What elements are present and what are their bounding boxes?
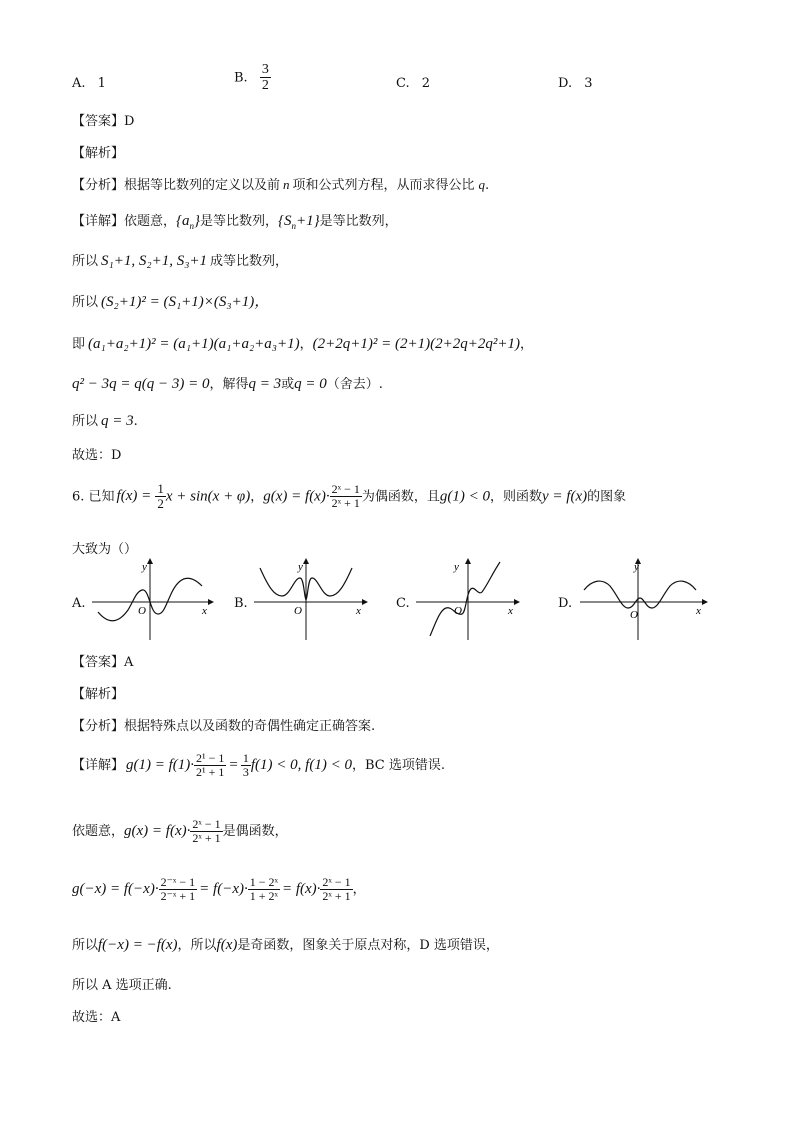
- fenxi-text: 根据等比数列的定义以及前: [124, 178, 281, 193]
- option-a-label: A.: [72, 76, 86, 91]
- graph-c-label: C.: [396, 596, 410, 611]
- origin-label: O: [294, 605, 302, 617]
- fenxi-tag: 【分析】: [72, 178, 125, 193]
- math-expr: (S₂+1)² = (S₁+1)×(S₃+1)，: [101, 294, 270, 310]
- option-d-value: 3: [584, 76, 593, 91]
- q6-select: 故选：A: [72, 1010, 121, 1025]
- q6-stem-line2: 大致为（）: [72, 542, 138, 557]
- q5-line5: 即 (a₁+a₂+1)² = (a₁+1)(a₁+a₂+a₃+1)，(2+2q+1)² = (2+1)(2+2q+2q²+1)，: [72, 336, 533, 352]
- x-label: x: [202, 605, 207, 617]
- origin-label: O: [454, 605, 462, 617]
- option-b-fraction: [260, 62, 271, 94]
- option-d-label: D.: [558, 76, 573, 91]
- q5-detail-line1: [72, 210, 398, 231]
- detail-text2: 是等比数列，: [200, 214, 279, 229]
- q5-line6: q² − 3q = q(q − 3) = 0，解得q = 3或q = 0（舍去）.: [72, 376, 383, 392]
- q6-line3: g(−x) = f(−x)· $\frac{\text{2⁻ˣ − 1}}{\text{2⁻ˣ + 1}}$ = f(−x)· $\frac{\text{1 − 2ˣ}}{\text{1 + 2ˣ}}$ = f(x)· $\frac{\text{2ˣ − 1}}{\text{2ˣ + 1}}$ ，: [72, 875, 366, 904]
- q5-fenxi: [72, 174, 489, 193]
- q6-detail-line1: 【详解】 g(1) = f(1)· $\frac{\text{2¹ − 1}}{\text{2¹ + 1}}$ = $\frac{1}{3}$ f(1) < 0, f(1) < 0，BC 选项错误.: [72, 751, 445, 780]
- math-expr: q = 0: [294, 376, 327, 392]
- option-a-value: 1: [97, 76, 106, 91]
- q6-stem-line1: 6. 已知 f(x) = $\frac{1}{2}$ x + sin(x + φ)，g(x) = f(x)· $\frac{\text{2ˣ − 1}}{\text{2ˣ + 1}}$ 为偶函数，且g(1) < 0，则函数y = f(x)的图象: [72, 481, 627, 512]
- answer-tag: 【答案】: [72, 114, 125, 129]
- q6-line2: 依题意，g(x) = f(x)· $\frac{\text{2ˣ − 1}}{\text{2ˣ + 1}}$ 是偶函数，: [72, 817, 288, 846]
- q6-analysis-tag: 【解析】: [72, 687, 125, 702]
- q5-select: 故选：D: [72, 448, 122, 463]
- math-expr: (a₁+a₂+1)² = (a₁+1)(a₁+a₂+a₃+1): [88, 336, 300, 352]
- x-label: x: [356, 605, 361, 617]
- origin-label: O: [630, 609, 638, 621]
- fenxi-n: n: [283, 177, 290, 192]
- option-b-denominator: 2: [261, 78, 269, 94]
- y-label: y: [142, 561, 147, 573]
- fenxi-q: q: [478, 177, 486, 192]
- graph-d: [578, 556, 712, 642]
- g-fraction: $\frac{\text{2ˣ − 1}}{\text{2ˣ + 1}}$: [331, 482, 360, 511]
- half-fraction: $\frac{1}{2}$: [157, 481, 164, 512]
- math-expr: (2+2q+1)² = (2+1)(2+2q+2q²+1): [312, 336, 520, 352]
- graph-c: [414, 556, 524, 642]
- seq-s: $\{S_n+1\}$: [278, 213, 320, 231]
- answer-value: D: [124, 114, 135, 129]
- q6-line5: 所以 A 选项正确.: [72, 978, 172, 993]
- graph-d-label: D.: [558, 596, 573, 611]
- detail-tag: 【详解】: [72, 214, 125, 229]
- option-c-label: C.: [396, 76, 410, 91]
- option-c: [396, 76, 430, 91]
- y-label: y: [634, 561, 639, 573]
- x-label: x: [696, 605, 701, 617]
- graph-a-label: A.: [72, 596, 86, 611]
- graph-a: [90, 556, 215, 642]
- answer-value: A: [124, 655, 134, 670]
- q5-line7: 所以 q = 3.: [72, 413, 138, 429]
- option-b-label: B.: [234, 70, 248, 86]
- math-expr: S₁+1, S₂+1, S₃+1: [101, 253, 208, 269]
- q6-line4: 所以f(−x) = −f(x)，所以f(x)是奇函数，图象关于原点对称，D 选项错误，: [72, 937, 499, 953]
- option-c-value: 2: [421, 76, 431, 91]
- option-a: [72, 76, 106, 91]
- option-b-numerator: 3: [261, 62, 269, 77]
- q6-fenxi: 【分析】根据特殊点以及函数的奇偶性确定正确答案.: [72, 719, 376, 734]
- math-expr: q² − 3q = q(q − 3) = 0: [72, 376, 210, 392]
- q5-answer: [72, 110, 134, 129]
- math-expr: q = 3: [101, 413, 134, 429]
- fenxi-end: .: [485, 178, 490, 193]
- graph-b-label: B.: [234, 596, 248, 611]
- math-expr: q = 3: [248, 376, 282, 392]
- graph-b: [252, 556, 370, 642]
- detail-text3: 是等比数列，: [319, 214, 398, 229]
- x-label: x: [508, 605, 513, 617]
- answer-tag: 【答案】: [72, 655, 125, 670]
- option-b: [234, 62, 271, 94]
- q5-analysis-tag: 【解析】: [72, 146, 125, 161]
- fenxi-text2: 项和公式列方程，从而求得公比: [292, 178, 475, 193]
- option-d: [558, 76, 593, 91]
- seq-a: $\{a_n\}$: [176, 213, 201, 231]
- q6-answer: [72, 651, 133, 670]
- y-label: y: [454, 561, 459, 573]
- q5-line4: 所以 (S₂+1)² = (S₁+1)×(S₃+1)，: [72, 294, 270, 310]
- origin-label: O: [138, 605, 146, 617]
- detail-text1: 依题意，: [124, 214, 177, 229]
- q5-line3: 所以 S₁+1, S₂+1, S₃+1 成等比数列，: [72, 253, 289, 269]
- y-label: y: [298, 561, 303, 573]
